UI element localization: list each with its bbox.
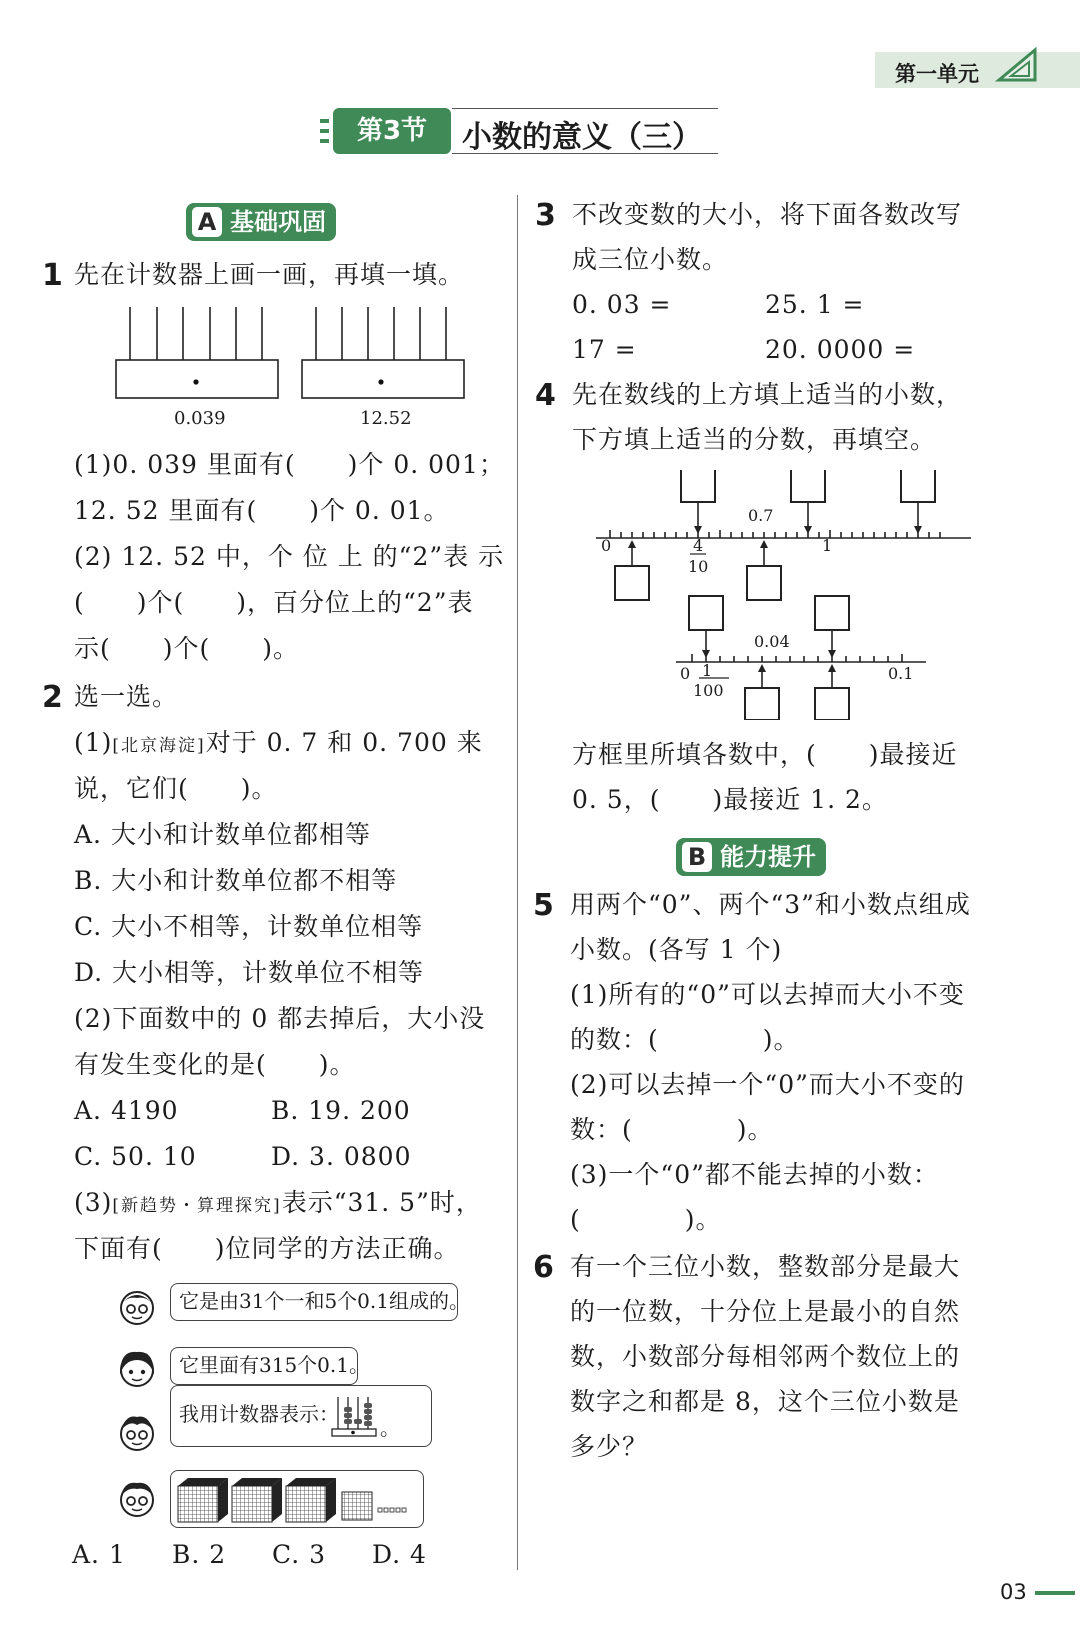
student-face-icon <box>116 1478 158 1520</box>
number-line-diagram <box>596 470 981 720</box>
counter2-decimal-dot <box>378 379 383 384</box>
q3-line: 不改变数的大小，将下面各数改写 <box>572 200 963 229</box>
q1-line: 示( )个( )。 <box>74 634 300 663</box>
section-b-letter: B <box>682 842 712 872</box>
q1-number: 1 <box>42 258 63 293</box>
q2-option: C. 大小不相等，计数单位相等 <box>74 912 424 941</box>
counter1-decimal-dot <box>193 379 198 384</box>
bubble-period: 。 <box>380 1416 400 1440</box>
counter-diagram <box>110 305 470 405</box>
student-face-icon <box>116 1286 158 1328</box>
nl2-frac-num: 1 <box>702 661 713 680</box>
q2-option: B. 大小和计数单位都不相等 <box>74 866 398 895</box>
section-a-letter: A <box>192 207 222 237</box>
counter1-label: 0.039 <box>174 408 226 429</box>
nl1-one-label: 1 <box>822 536 833 555</box>
q6-line: 的一位数，十分位上是最小的自然 <box>570 1297 961 1326</box>
abacus-icon <box>330 1393 380 1439</box>
q3-item: 20. 0000 = <box>765 335 916 364</box>
q6-number: 6 <box>533 1250 554 1285</box>
speech-bubble: 它里面有315个0.1。 <box>170 1347 358 1385</box>
q6-line: 数字之和都是 8，这个三位小数是 <box>570 1387 960 1416</box>
section-title: 小数的意义（三） <box>462 120 702 155</box>
q3-item: 0. 03 = <box>572 290 672 319</box>
q2-part3-line2: 下面有( )位同学的方法正确。 <box>74 1234 460 1263</box>
q2-option: D. 大小相等，计数单位不相等 <box>74 958 425 987</box>
q4-line: 0. 5，( )最接近 1. 2。 <box>572 785 888 814</box>
nl1-mid-label: 0.7 <box>748 506 774 525</box>
q2-part1-text: 对于 0. 7 和 0. 700 来 <box>205 728 483 757</box>
q4-line: 下方填上适当的分数，再填空。 <box>572 425 937 454</box>
page-accent-bar <box>1035 1591 1075 1595</box>
q3-line: 成三位小数。 <box>572 245 729 274</box>
q2-option: D. 4 <box>372 1540 427 1569</box>
section-b-label: 能力提升 <box>720 843 816 871</box>
q2-part2-line2: 有发生变化的是( )。 <box>74 1050 356 1079</box>
q2-option: A. 4190 <box>74 1096 179 1125</box>
section-a-pill <box>186 203 336 241</box>
q2-part3-text: 表示“31. 5”时， <box>281 1188 482 1217</box>
nl1-zero-label: 0 <box>601 536 612 555</box>
speech-bubble-text: 我用计数器表示： <box>179 1402 339 1426</box>
q1-line: ( )个( )，百分位上的“2”表 <box>74 588 474 617</box>
q2-stem: 选一选。 <box>74 682 179 711</box>
dash-icon <box>318 113 332 149</box>
q2-part3-line1 <box>74 1188 482 1221</box>
student-face-icon <box>116 1348 158 1390</box>
q6-line: 数，小数部分每相邻两个数位上的 <box>570 1342 961 1371</box>
q2-part2-line1: (2)下面数中的 0 都去掉后，大小没 <box>74 1004 486 1033</box>
section-b-pill <box>676 838 826 876</box>
base-ten-blocks-icon <box>176 1474 420 1526</box>
nl1-frac-den: 10 <box>688 557 709 576</box>
counter2-label: 12.52 <box>360 408 412 429</box>
q5-line: 用两个“0”、两个“3”和小数点组成 <box>570 890 971 919</box>
section-badge: 第3节 <box>333 108 451 154</box>
q4-number: 4 <box>535 378 556 413</box>
q1-line: 12. 52 里面有( )个 0. 01。 <box>74 496 450 525</box>
column-divider <box>517 195 518 1570</box>
nl2-mid-label: 0.04 <box>754 632 790 651</box>
q5-line: 小数。(各写 1 个) <box>570 935 783 964</box>
student-face-icon <box>116 1412 158 1454</box>
q3-item: 17 = <box>572 335 637 364</box>
q5-line: ( )。 <box>570 1205 722 1234</box>
nl2-frac-den: 100 <box>693 681 724 700</box>
q5-line: 的数：( )。 <box>570 1025 800 1054</box>
q5-line: 数：( )。 <box>570 1115 774 1144</box>
speech-bubble: 它是由31个一和5个0.1组成的。 <box>170 1283 458 1321</box>
q5-number: 5 <box>533 888 554 923</box>
q6-line: 多少？ <box>570 1432 649 1461</box>
q1-line: (1)0. 039 里面有( )个 0. 001； <box>74 450 505 479</box>
q2-part1-line1 <box>74 728 483 761</box>
nl2-zero-label: 0 <box>680 664 691 683</box>
q2-option: C. 3 <box>272 1540 327 1569</box>
q2-option: A. 1 <box>72 1540 126 1569</box>
q3-item: 25. 1 = <box>765 290 865 319</box>
nl1-frac-num: 4 <box>693 536 704 555</box>
q3-number: 3 <box>535 198 556 233</box>
q4-line: 方框里所填各数中，( )最接近 <box>572 740 958 769</box>
q2-option: C. 50. 10 <box>74 1142 197 1171</box>
triangle-ruler-icon <box>995 46 1043 86</box>
q1-stem: 先在计数器上画一画，再填一填。 <box>74 260 465 289</box>
q2-option: D. 3. 0800 <box>271 1142 412 1171</box>
section-rule-bottom <box>452 153 718 154</box>
q2-number: 2 <box>42 680 63 715</box>
q2-part1-line2: 说，它们( )。 <box>74 774 278 803</box>
q2-part3-tag: [新趋势・算理探究] <box>112 1196 282 1216</box>
page-number: 03 <box>1000 1580 1027 1604</box>
unit-title: 第一单元 <box>895 62 979 86</box>
section-rule-top <box>452 108 718 109</box>
q2-part1-prefix: (1) <box>74 728 113 757</box>
q1-line: (2) 12. 52 中，个 位 上 的“2”表 示 <box>74 542 505 571</box>
q2-option: B. 19. 200 <box>271 1096 411 1125</box>
nl2-end-label: 0.1 <box>888 664 914 683</box>
q2-option: A. 大小和计数单位都相等 <box>74 820 371 849</box>
q4-line: 先在数线的上方填上适当的小数， <box>572 380 963 409</box>
section-a-label: 基础巩固 <box>230 208 326 236</box>
q2-part3-prefix: (3) <box>74 1188 113 1217</box>
q2-part1-tag: [北京海淀] <box>112 736 206 756</box>
q5-line: (2)可以去掉一个“0”而大小不变的 <box>570 1070 965 1099</box>
q5-line: (1)所有的“0”可以去掉而大小不变 <box>570 980 965 1009</box>
q2-option: B. 2 <box>172 1540 227 1569</box>
q6-line: 有一个三位小数，整数部分是最大 <box>570 1252 961 1281</box>
q5-line: (3)一个“0”都不能去掉的小数： <box>570 1160 939 1189</box>
